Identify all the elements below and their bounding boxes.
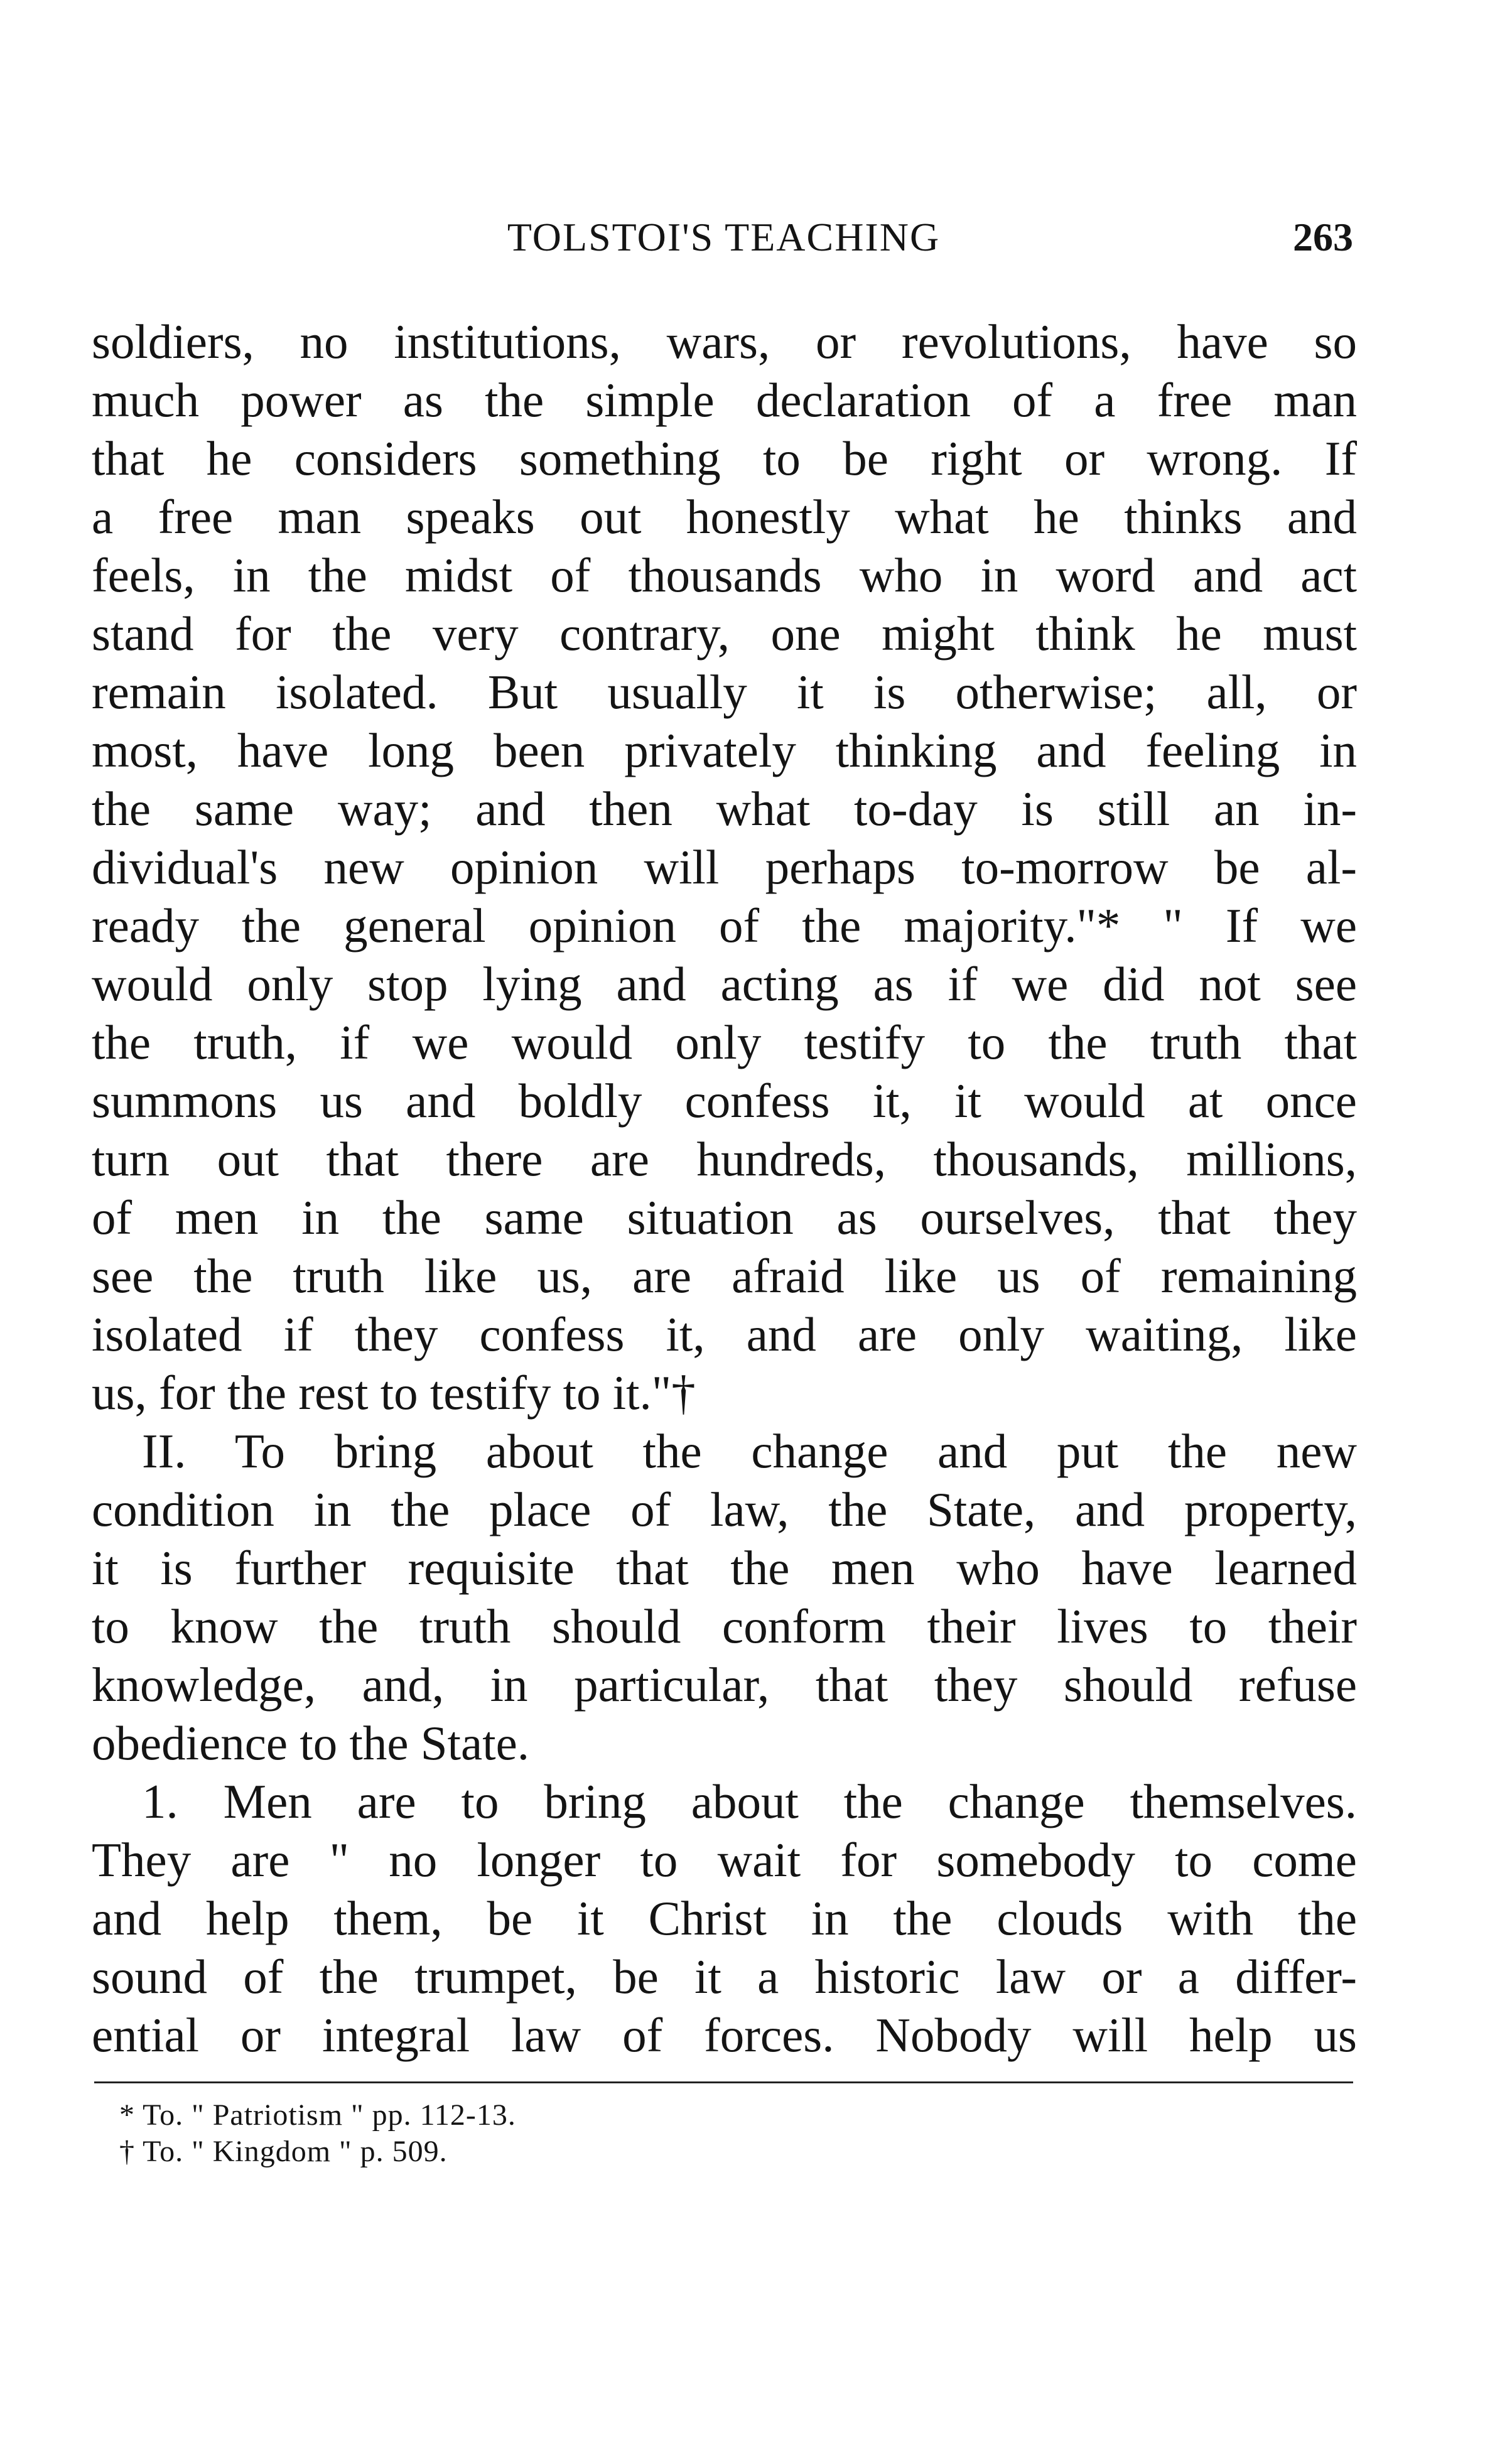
text-line: much power as the simple declaration of a free man: [92, 373, 1357, 427]
text-line: soldiers, no institutions, wars, or revolutions, have so: [92, 315, 1357, 369]
text-line: dividual's new opinion will perhaps to-morrow be al-: [92, 840, 1357, 894]
running-header: [94, 212, 1353, 262]
running-title: TOLSTOI'S TEACHING: [507, 215, 941, 259]
text-line: obedience to the State.: [92, 1716, 530, 1770]
text-line: to know the truth should conform their lives to their: [92, 1599, 1357, 1653]
text-line: of men in the same situation as ourselves, that they: [92, 1190, 1357, 1244]
text-line: knowledge, and, in particular, that they should refuse: [92, 1658, 1357, 1712]
text-line: They are " no longer to wait for somebody to come: [92, 1833, 1357, 1887]
text-line: and help them, be it Christ in the clouds with the: [92, 1891, 1357, 1945]
text-line: would only stop lying and acting as if we did not see: [92, 957, 1357, 1011]
footnote: * To. " Patriotism " pp. 112-13.: [119, 2098, 516, 2132]
text-line: turn out that there are hundreds, thousands, millions,: [92, 1132, 1357, 1186]
text-line: II. To bring about the change and put the new: [142, 1424, 1357, 1478]
text-line: see the truth like us, are afraid like us of remaining: [92, 1249, 1357, 1303]
text-line: condition in the place of law, the State, and property,: [92, 1482, 1357, 1536]
text-line: us, for the rest to testify to it."†: [92, 1366, 696, 1420]
footnote-divider: [94, 2081, 1353, 2083]
text-line: stand for the very contrary, one might think he must: [92, 607, 1357, 661]
page-number: 263: [1293, 215, 1353, 259]
text-line: summons us and boldly confess it, it would at once: [92, 1074, 1357, 1128]
text-line: ential or integral law of forces. Nobody will help us: [92, 2008, 1357, 2062]
text-line: it is further requisite that the men who have learned: [92, 1541, 1357, 1595]
text-line: isolated if they confess it, and are only waiting, like: [92, 1307, 1357, 1361]
text-line: sound of the trumpet, be it a historic law or a differ-: [92, 1950, 1357, 2004]
text-line: the same way; and then what to-day is still an in-: [92, 782, 1357, 836]
text-line: the truth, if we would only testify to the truth that: [92, 1015, 1357, 1069]
footnotes: [119, 2097, 516, 2170]
text-line: 1. Men are to bring about the change themselves.: [142, 1774, 1357, 1828]
body-text: [92, 313, 1357, 2064]
text-line: feels, in the midst of thousands who in word and act: [92, 548, 1357, 602]
text-line: most, have long been privately thinking and feeling in: [92, 723, 1357, 777]
text-line: ready the general opinion of the majority."* " If we: [92, 899, 1357, 953]
text-line: that he considers something to be right or wrong. If: [92, 431, 1357, 485]
footnote: † To. " Kingdom " p. 509.: [119, 2135, 448, 2168]
text-line: a free man speaks out honestly what he thinks and: [92, 490, 1357, 544]
text-line: remain isolated. But usually it is otherwise; all, or: [92, 665, 1357, 719]
